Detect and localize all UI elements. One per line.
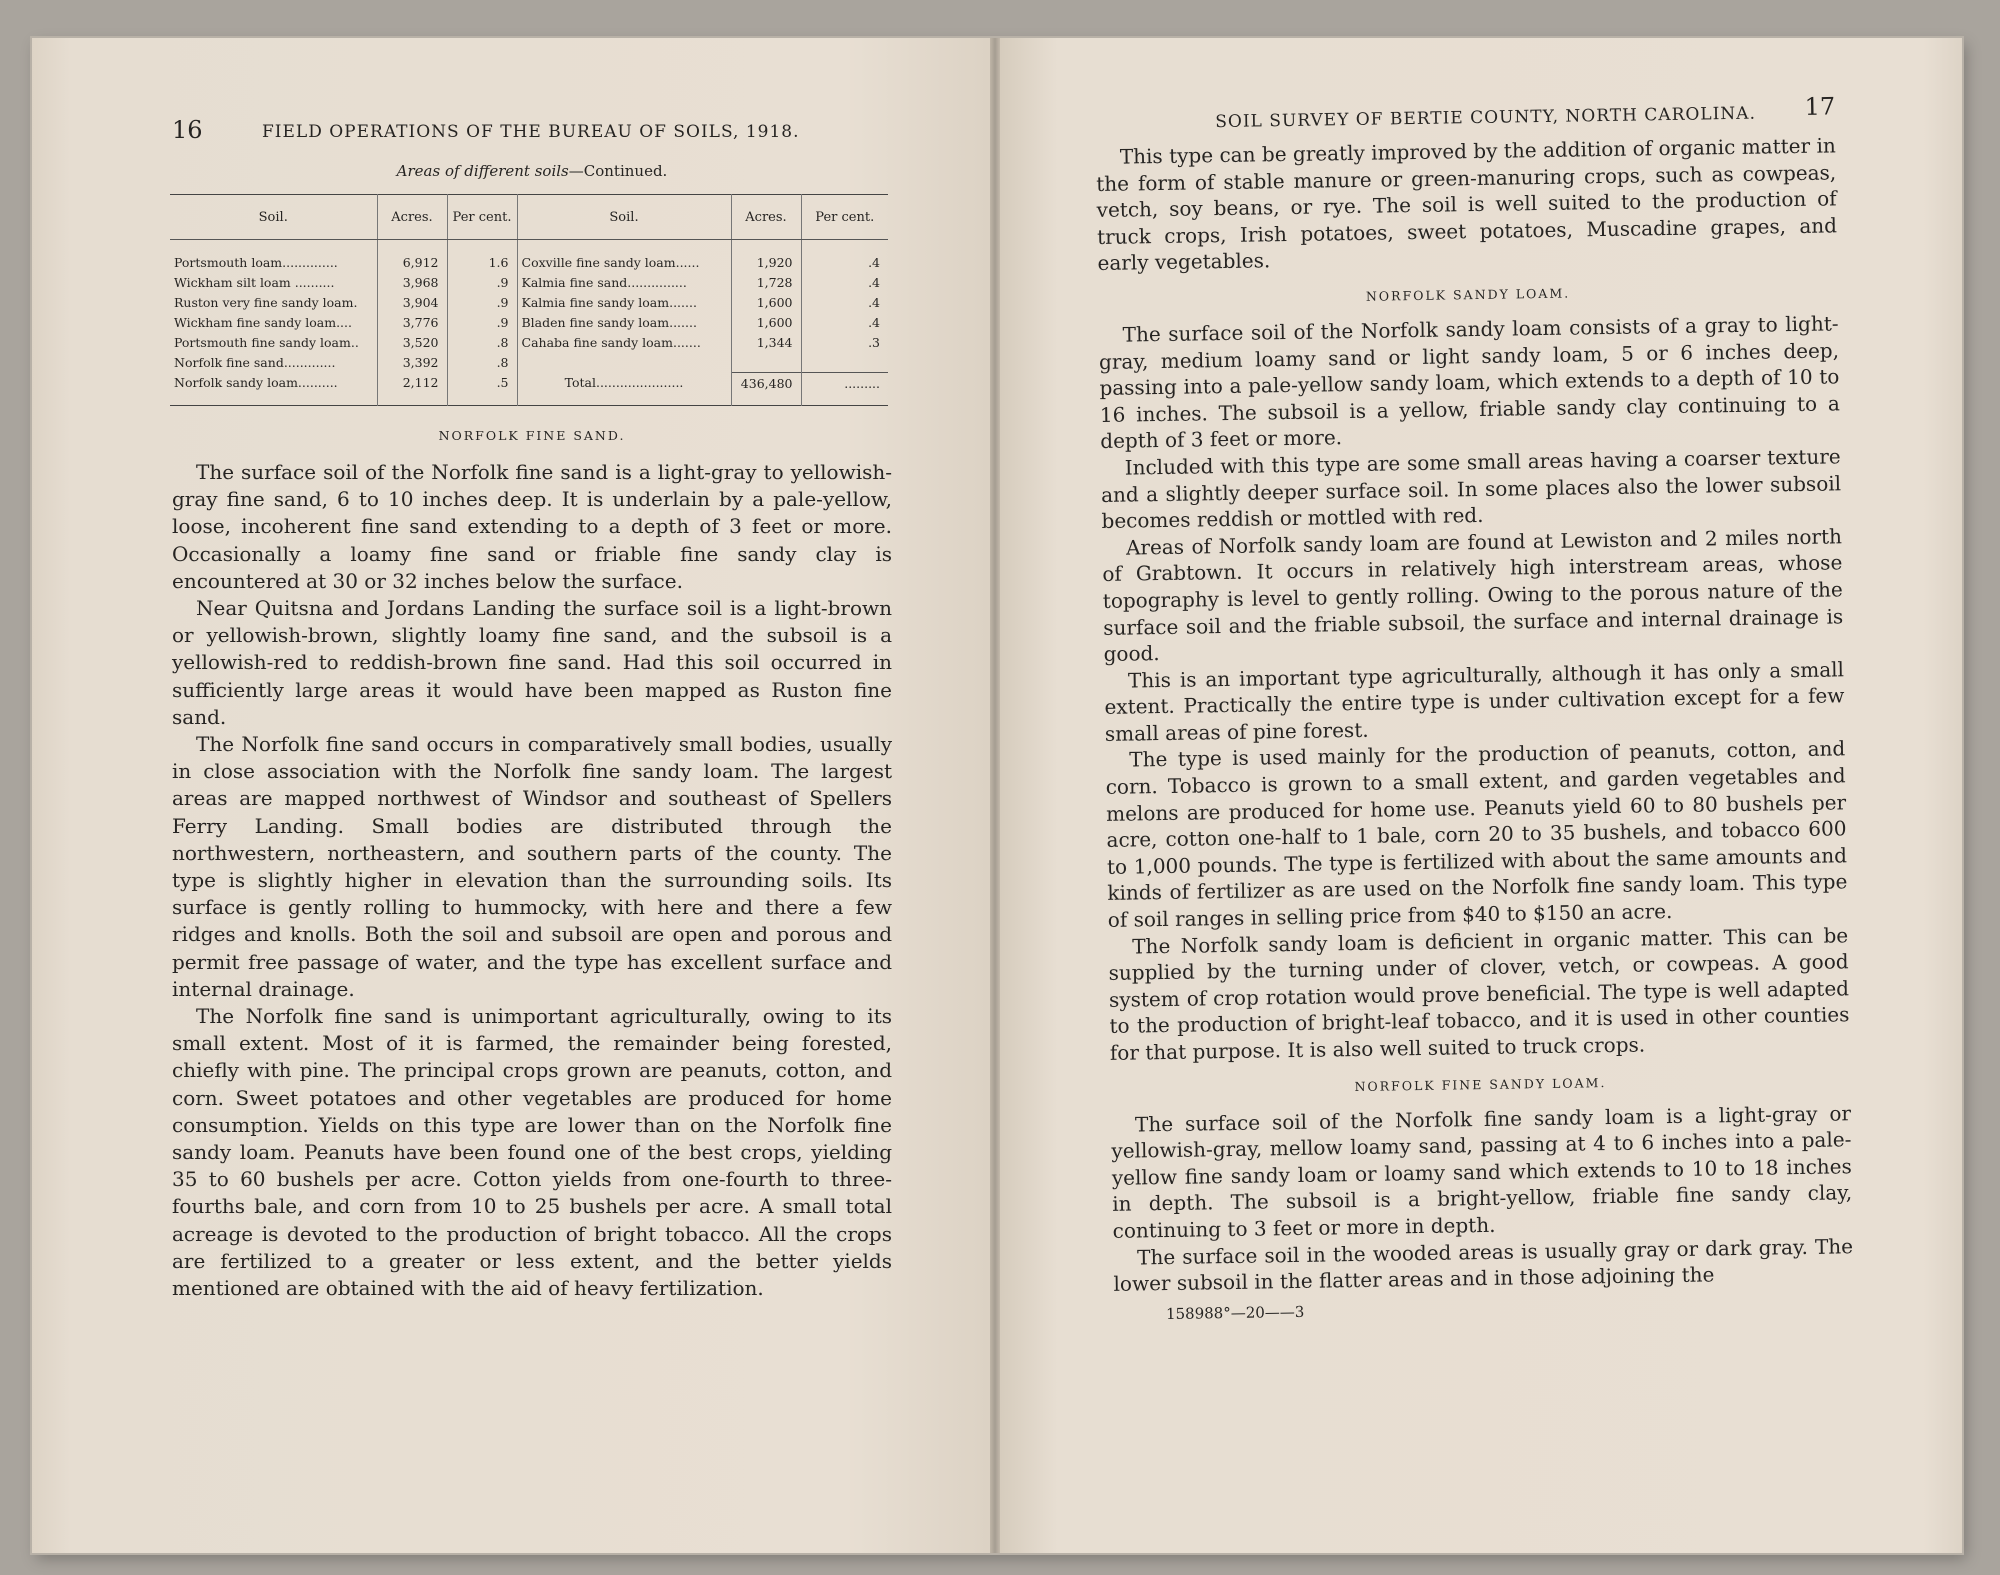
paragraph: The surface soil of the Norfolk sandy loam consists of a gray to light-gray, medium loamy sand or light sandy loam, 5 or 6 inches deep, passing into a pale-yellow sandy loam, which extends to a depth of 10 to 16 inches. The subsoil is a yellow, friable sandy clay continuing to a depth of 3 feet or more. xyxy=(1098,311,1840,454)
percent-cell: .3 xyxy=(868,334,880,350)
percent-cell: .9 xyxy=(447,272,517,292)
percent-cell: .4 xyxy=(868,314,880,330)
table-row xyxy=(170,332,888,352)
soil-cell: Portsmouth loam.............. xyxy=(170,252,377,272)
table-header-row xyxy=(170,195,888,240)
paragraph: The type is used mainly for the production of peanuts, cotton, and corn. Tobacco is grown to a small extent, and garden vegetables and melons are produced for home use. Peanuts yield 60 to 80 bushels per acre, cotton one-half to 1 bale, corn 20 to 35 bushels, and tobacco 600 to 1,000 pounds. The type is fertilized with about the same amounts and kinds of fertilizer as are used on the Norfolk fine sandy loam. This type of soil ranges in selling price from $40 to $150 an acre. xyxy=(1105,736,1848,932)
paragraph: This type can be greatly improved by the addition of organic matter in the form of stable manure or green-manuring crops, such as cowpeas, vetch, soy beans, or rye. The soil is well suited to the production of truck crops, Irish potatoes, sweet potatoes, Muscadine grapes, and early vegetables. xyxy=(1096,133,1838,276)
soil-cell: Kalmia fine sand............... xyxy=(517,272,731,292)
table-row xyxy=(170,352,888,373)
page-number-left: 16 xyxy=(172,116,203,144)
paragraph: Areas of Norfolk sandy loam are found at Lewiston and 2 miles north of Grabtown. It occurs in relatively high interstream areas, whose topography is level to gently rolling. Owing to the porous nature of the surface soil and the friable subsoil, the surface and internal drainage is good. xyxy=(1102,524,1844,667)
acres-cell: 3,392 xyxy=(377,352,447,373)
col-header-acres: Acres. xyxy=(377,195,447,240)
soil-areas-table xyxy=(170,194,888,406)
percent-cell: 1.6 xyxy=(447,252,517,272)
acres-cell: 3,776 xyxy=(377,312,447,332)
soil-cell: Ruston very fine sandy loam. xyxy=(170,292,377,312)
acres-cell: 3,520 xyxy=(377,332,447,352)
table-row xyxy=(170,252,888,272)
col-header-percent: Per cent. xyxy=(447,195,517,240)
running-head-left: FIELD OPERATIONS OF THE BUREAU OF SOILS, 1918. xyxy=(262,122,800,142)
left-page xyxy=(32,38,990,1553)
percent-cell: .8 xyxy=(447,352,517,373)
acres-cell: 1,600 xyxy=(731,312,801,332)
total-label: Total...................... xyxy=(517,373,731,394)
acres-cell: 3,968 xyxy=(377,272,447,292)
col-header-soil: Soil. xyxy=(170,195,377,240)
soil-cell: Coxville fine sandy loam...... xyxy=(517,252,731,272)
book-spread xyxy=(32,38,1962,1553)
section-heading-norfolk-sandy-loam: NORFOLK SANDY LOAM. xyxy=(1365,285,1571,304)
percent-cell: .4 xyxy=(868,294,880,310)
soil-cell: Norfolk fine sand............. xyxy=(170,352,377,373)
acres-cell: 3,904 xyxy=(377,292,447,312)
paragraph: This is an important type agriculturally, although it has only a small extent. Practically the entire type is under cultivation except for a few small areas of pine forest. xyxy=(1104,656,1845,746)
table-row xyxy=(170,292,888,312)
soil-cell: Cahaba fine sandy loam....... xyxy=(517,332,731,352)
soil-cell: Wickham silt loam .......... xyxy=(170,272,377,292)
col-header-percent-2: Per cent. xyxy=(801,195,888,240)
section-heading-norfolk-fine-sand: NORFOLK FINE SAND. xyxy=(438,428,626,443)
acres-cell: 1,728 xyxy=(731,272,801,292)
section-heading-norfolk-fine-sandy-loam: NORFOLK FINE SANDY LOAM. xyxy=(1354,1074,1607,1094)
page-number-right: 17 xyxy=(1804,92,1836,121)
table-row xyxy=(170,312,888,332)
percent-cell: .4 xyxy=(868,254,880,270)
total-acres: 436,480 xyxy=(731,373,801,394)
soil-cell: Bladen fine sandy loam....... xyxy=(517,312,731,332)
table-caption xyxy=(172,162,892,180)
paragraph: The surface soil of the Norfolk fine sandy loam is a light-gray or yellowish-gray, mellow loamy sand, passing at 4 to 6 inches into a pale-yellow fine sandy loam or loamy sand which extends to 10 to 18 inches in depth. The subsoil is a bright-yellow, friable fine sandy clay, continuing to 3 feet or more in depth. xyxy=(1111,1100,1853,1243)
paragraph: The surface soil in the wooded areas is usually gray or dark gray. The lower subsoil in the flatter areas and in those adjoining the xyxy=(1113,1233,1854,1297)
book-gutter xyxy=(990,38,1000,1553)
percent-cell: .8 xyxy=(447,332,517,352)
right-page xyxy=(1000,38,1962,1553)
left-page-content xyxy=(172,116,892,1302)
acres-cell: 1,920 xyxy=(731,252,801,272)
right-page-content xyxy=(1095,92,1854,1323)
table-caption-title: Areas of different soils xyxy=(396,162,569,180)
percent-cell: .9 xyxy=(447,292,517,312)
paragraph: Included with this type are some small areas having a coarser texture and a slightly deeper surface soil. In some places also the lower subsoil becomes reddish or mottled with red. xyxy=(1100,444,1842,534)
acres-cell: 2,112 xyxy=(377,373,447,394)
acres-cell: 1,600 xyxy=(731,292,801,312)
signature-code: 158988°—20——3 xyxy=(1165,1302,1305,1323)
col-header-acres-2: Acres. xyxy=(731,195,801,240)
paragraph: The Norfolk fine sand is unimportant agriculturally, owing to its small extent. Most of it is farmed, the remainder being forested, chiefly with pine. The principal crops grown are peanuts, cotton, and corn. Sweet potatoes and other vegetables are produced for home consumption. Yields on this type are lower than on the Norfolk fine sandy loam. Peanuts have been found one of the best crops, yielding 35 to 60 bushels per acre. Cotton yields from one-fourth to three-fourths bale, and corn from 10 to 25 bushels per acre. A small total acreage is devoted to the production of bright tobacco. All the crops are fertilized to a greater or less extent, and the better yields mentioned are obtained with the aid of heavy fertilization. xyxy=(172,1004,892,1301)
running-head-right: SOIL SURVEY OF BERTIE COUNTY, NORTH CAROLINA. xyxy=(1215,103,1757,133)
soil-cell: Portsmouth fine sandy loam.. xyxy=(170,332,377,352)
percent-cell: .5 xyxy=(447,373,517,394)
percent-cell: .9 xyxy=(447,312,517,332)
left-running-head xyxy=(172,116,892,156)
soil-cell: Norfolk sandy loam.......... xyxy=(170,373,377,394)
soil-cell: Kalmia fine sandy loam....... xyxy=(517,292,731,312)
table-row xyxy=(170,272,888,292)
percent-cell: .4 xyxy=(868,274,880,290)
total-percent: ......... xyxy=(801,373,888,394)
col-header-soil-2: Soil. xyxy=(517,195,731,240)
paragraph: The surface soil of the Norfolk fine sand is a light-gray to yellowish-gray fine sand, 6 to 10 inches deep. It is underlain by a pale-yellow, loose, incoherent fine sand extending to a depth of 3 feet or more. Occasionally a loamy fine sand or friable fine sandy clay is encountered at 30 or 32 inches below the surface. xyxy=(172,460,892,593)
paragraph: Near Quitsna and Jordans Landing the surface soil is a light-brown or yellowish-brown, slightly loamy fine sand, and the subsoil is a yellowish-red to reddish-brown fine sand. Had this soil occurred in sufficiently large areas it would have been mapped as Ruston fine sand. xyxy=(172,596,892,729)
acres-cell: 6,912 xyxy=(377,252,447,272)
paragraph: The Norfolk fine sand occurs in comparatively small bodies, usually in close association with the Norfolk fine sandy loam. The largest areas are mapped northwest of Windsor and southeast of Spellers Ferry Landing. Small bodies are distributed through the northwestern, northeastern, and southern parts of the county. The type is slightly higher in elevation than the surrounding soils. Its surface is gently rolling to hummocky, with here and there a few ridges and knolls. Both the soil and subsoil are open and porous and permit free passage of water, and the type has excellent surface and internal drainage. xyxy=(172,732,892,1001)
soil-cell: Wickham fine sandy loam.... xyxy=(170,312,377,332)
table-row xyxy=(170,373,888,394)
paragraph: The Norfolk sandy loam is deficient in organic matter. This can be supplied by the turning under of clover, vetch, or cowpeas. A good system of crop rotation would prove beneficial. The type is well adapted to the production of bright-leaf tobacco, and it is used in other counties for that purpose. It is also well suited to truck crops. xyxy=(1108,922,1850,1065)
acres-cell: 1,344 xyxy=(731,332,801,352)
table-caption-continued: —Continued. xyxy=(568,162,668,180)
